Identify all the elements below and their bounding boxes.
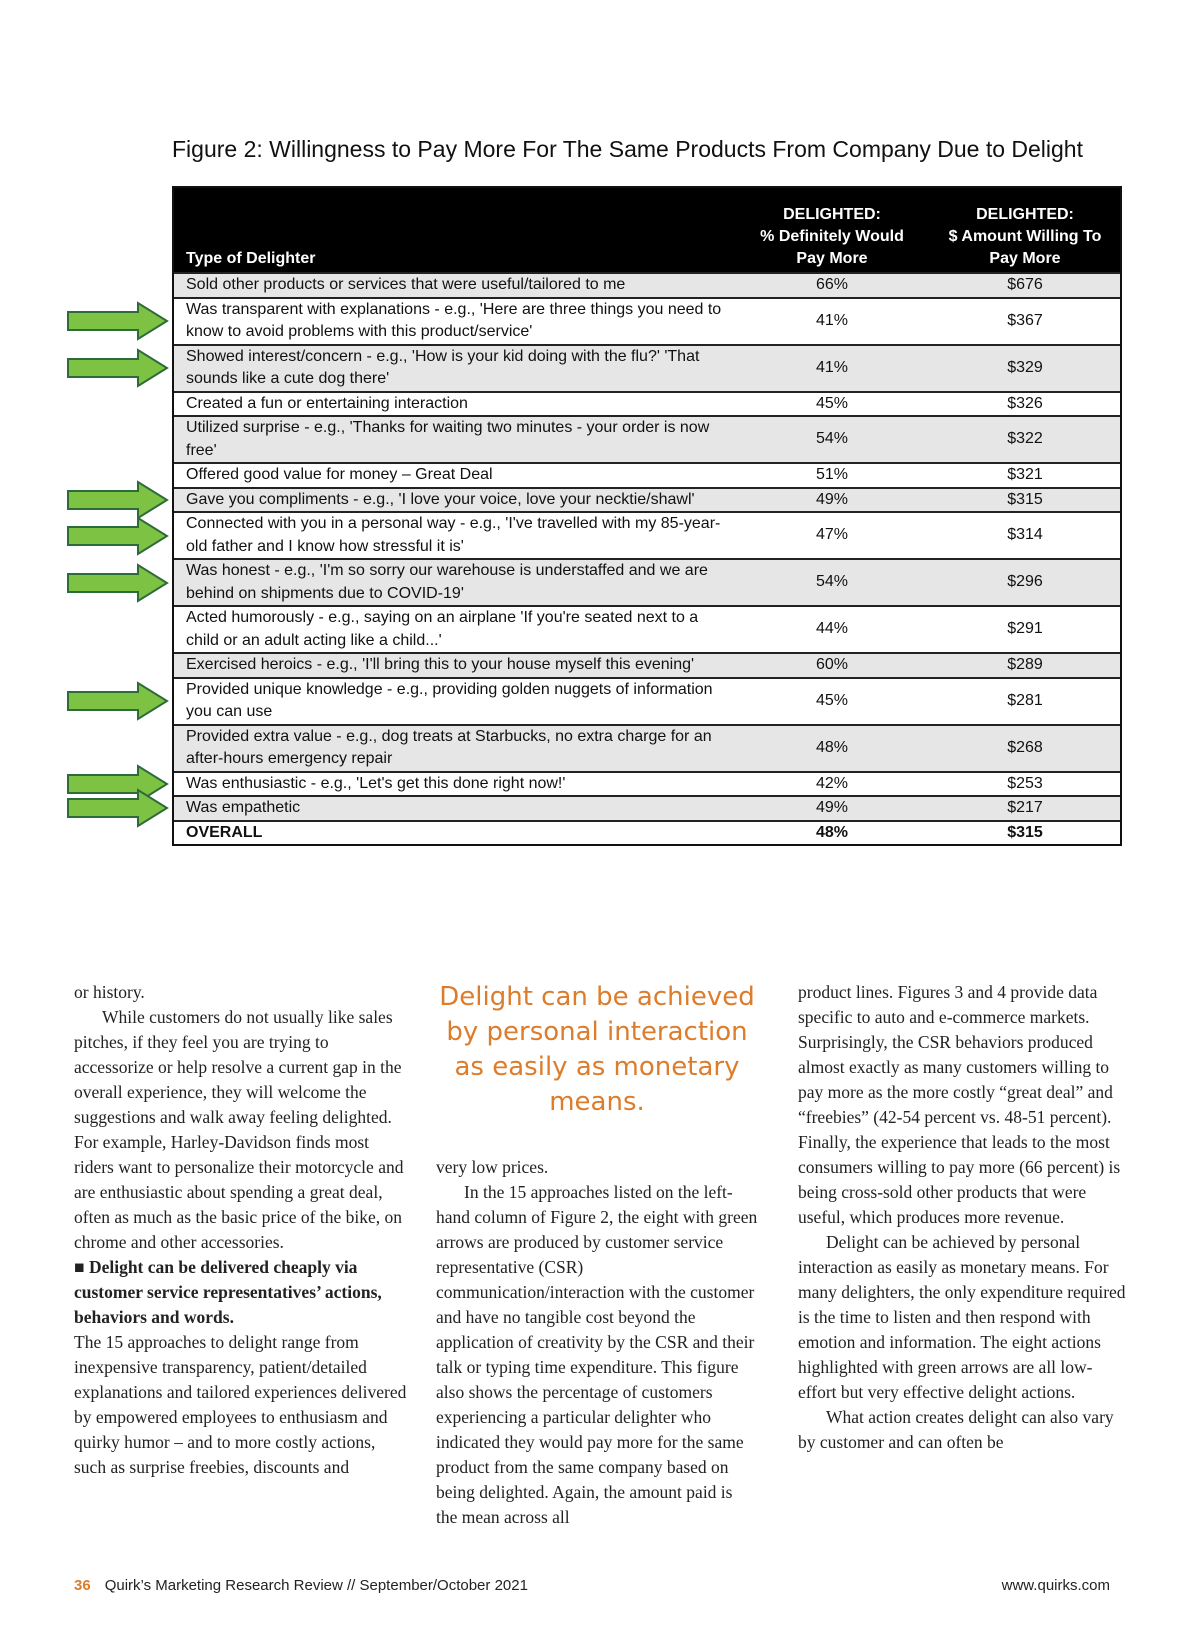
paragraph: The 15 approaches to delight range from inexpensive transparency, patient/detailed explanations and tailored experiences delivered by empowered employees to enthusiasm and quirky humor – and to more costly actions, such as surprise freebies, discounts and: [74, 1332, 407, 1477]
row-amount: $676: [930, 273, 1120, 298]
green-arrow-icon: [66, 301, 170, 341]
article-column-3: [798, 980, 1128, 1455]
row-pct: 66%: [734, 273, 930, 298]
row-label: Provided unique knowledge - e.g., providing golden nuggets of information you can use: [174, 678, 734, 725]
arrow-shape: [68, 518, 167, 554]
row-amount: $268: [930, 725, 1120, 772]
table-row: [174, 796, 1120, 821]
row-label: Created a fun or entertaining interaction: [174, 392, 734, 417]
header-pct: DELIGHTED: % Definitely Would Pay More: [734, 188, 930, 273]
paragraph: very low prices.: [436, 1157, 549, 1177]
site-link[interactable]: www.quirks.com: [1001, 1577, 1110, 1594]
arrow-shape: [68, 683, 167, 719]
table-row: [174, 488, 1120, 513]
row-amount: $322: [930, 416, 1120, 463]
table-row: [174, 606, 1120, 653]
table-row: [174, 653, 1120, 678]
row-amount: $291: [930, 606, 1120, 653]
row-label: OVERALL: [174, 821, 734, 845]
table-row: [174, 392, 1120, 417]
page-number: 36: [74, 1577, 91, 1594]
row-label: Connected with you in a personal way - e.g., 'I've travelled with my 85-year-old father and I know how stressful it is': [174, 512, 734, 559]
row-label: Was honest - e.g., 'I'm so sorry our warehouse is understaffed and we are behind on shipments due to COVID-19': [174, 559, 734, 606]
row-label: Showed interest/concern - e.g., 'How is your kid doing with the flu?' 'That sounds like a cute dog there': [174, 345, 734, 392]
row-label: Acted humorously - e.g., saying on an airplane 'If you're seated next to a child or an adult acting like a child...': [174, 606, 734, 653]
table-row: [174, 416, 1120, 463]
paragraph: product lines. Figures 3 and 4 provide data specific to auto and e-commerce markets. Surprisingly, the CSR behaviors produced almost exactly as many customers willing to pay more as the more costly “great deal” and “freebies” (42-54 percent vs. 48-51 percent). Finally, the experience that leads to the most consumers willing to pay more (66 percent) is being cross-sold other products that were useful, which produces more revenue.: [798, 982, 1121, 1227]
arrow-shape: [68, 482, 167, 518]
row-amount: $367: [930, 298, 1120, 345]
row-pct: 51%: [734, 463, 930, 488]
arrow-shape: [68, 303, 167, 339]
table-row: [174, 345, 1120, 392]
table-row: [174, 298, 1120, 345]
table-row: [174, 725, 1120, 772]
row-amount: $314: [930, 512, 1120, 559]
row-label: Was empathetic: [174, 796, 734, 821]
row-pct: 42%: [734, 772, 930, 797]
table-row-overall: [174, 821, 1120, 845]
row-amount: $296: [930, 559, 1120, 606]
table-row: [174, 559, 1120, 606]
row-pct: 49%: [734, 796, 930, 821]
arrow-shape: [68, 350, 167, 386]
row-label: Exercised heroics - e.g., 'I'll bring this to your house myself this evening': [174, 653, 734, 678]
row-label: Was enthusiastic - e.g., 'Let's get this done right now!': [174, 772, 734, 797]
row-label: Provided extra value - e.g., dog treats at Starbucks, no extra charge for an after-hours emergency repair: [174, 725, 734, 772]
row-amount: $315: [930, 488, 1120, 513]
paragraph: In the 15 approaches listed on the left-hand column of Figure 2, the eight with green arrows are produced by customer service representative (CSR) communication/interaction with the customer and have no tangible cost beyond the application of creativity by the CSR and their talk or typing time expenditure. This figure also shows the percentage of customers experiencing a particular delighter who indicated they would pay more for the same product from the same company based on being delighted. Again, the amount paid is the mean across all: [436, 1182, 758, 1527]
table-row: [174, 463, 1120, 488]
green-arrow-icon: [66, 681, 170, 721]
table-row: [174, 772, 1120, 797]
green-arrow-icon: [66, 563, 170, 603]
row-pct: 54%: [734, 416, 930, 463]
row-pct: 54%: [734, 559, 930, 606]
pull-quote: Delight can be achieved by personal interaction as easily as monetary means.: [439, 982, 755, 1117]
row-amount: $326: [930, 392, 1120, 417]
row-amount: $253: [930, 772, 1120, 797]
row-pct: 47%: [734, 512, 930, 559]
row-pct: 41%: [734, 298, 930, 345]
row-amount: $217: [930, 796, 1120, 821]
row-pct: 45%: [734, 678, 930, 725]
row-pct: 60%: [734, 653, 930, 678]
table-row: [174, 678, 1120, 725]
row-pct: 48%: [734, 821, 930, 845]
article-column-2: [436, 1155, 758, 1530]
row-amount: $289: [930, 653, 1120, 678]
row-label: Was transparent with explanations - e.g., 'Here are three things you need to know to avoid problems with this product/service': [174, 298, 734, 345]
table-header-row: [174, 188, 1120, 273]
green-arrow-icon: [66, 480, 170, 520]
row-pct: 41%: [734, 345, 930, 392]
page-footer: [74, 1577, 1110, 1599]
section-heading: ■ Delight can be delivered cheaply via customer service representatives’ actions, behaviors and words.: [74, 1257, 382, 1327]
row-pct: 44%: [734, 606, 930, 653]
green-arrow-icon: [66, 348, 170, 388]
row-pct: 49%: [734, 488, 930, 513]
publication-name: Quirk’s Marketing Research Review // September/October 2021: [104, 1577, 528, 1594]
row-label: Sold other products or services that were useful/tailored to me: [174, 273, 734, 298]
paragraph: Delight can be achieved by personal interaction as easily as monetary means. For many delighters, the only expenditure required is the time to listen and then respond with emotion and information. The eight actions highlighted with green arrows are all low-effort but very effective delight actions.: [798, 1232, 1126, 1402]
figure-title: Figure 2: Willingness to Pay More For The Same Products From Company Due to Delight: [172, 136, 1083, 162]
delighter-table: [172, 186, 1122, 846]
row-amount: $329: [930, 345, 1120, 392]
green-arrow-icon: [66, 516, 170, 556]
paragraph: What action creates delight can also vary by customer and can often be: [798, 1407, 1114, 1452]
article-column-1: [74, 980, 409, 1480]
row-pct: 45%: [734, 392, 930, 417]
table-row: [174, 273, 1120, 298]
paragraph: or history.: [74, 982, 145, 1002]
table-row: [174, 512, 1120, 559]
row-label: Gave you compliments - e.g., 'I love your voice, love your necktie/shawl': [174, 488, 734, 513]
row-amount: $281: [930, 678, 1120, 725]
header-amount: DELIGHTED: $ Amount Willing To Pay More: [930, 188, 1120, 273]
arrow-shape: [68, 565, 167, 601]
paragraph: While customers do not usually like sales pitches, if they feel you are trying to accessorize or help resolve a current gap in the overall experience, they will welcome the suggestions and walk away feeling delighted. For example, Harley-Davidson finds most riders want to personalize their motorcycle and are enthusiastic about spending a great deal, often as much as the basic price of the bike, on chrome and other accessories.: [74, 1007, 404, 1252]
row-label: Utilized surprise - e.g., 'Thanks for waiting two minutes - your order is now free': [174, 416, 734, 463]
row-amount: $321: [930, 463, 1120, 488]
green-arrow-icon: [66, 788, 170, 828]
row-amount: $315: [930, 821, 1120, 845]
arrow-shape: [68, 790, 167, 826]
header-type: Type of Delighter: [174, 188, 734, 273]
row-pct: 48%: [734, 725, 930, 772]
row-label: Offered good value for money – Great Deal: [174, 463, 734, 488]
